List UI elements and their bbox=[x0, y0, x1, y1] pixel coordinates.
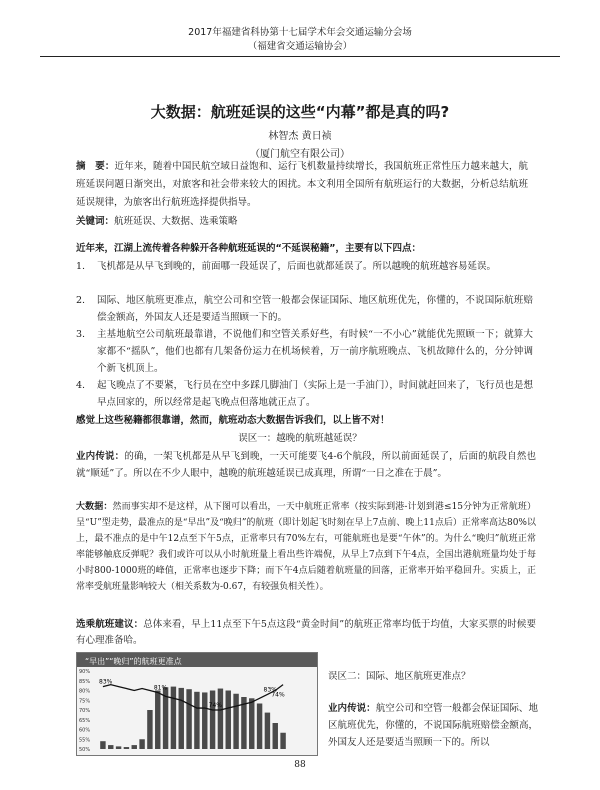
myth1-data-label: 大数据： bbox=[76, 502, 113, 512]
chart-tick-label: 90% bbox=[79, 669, 91, 675]
list-item bbox=[76, 258, 536, 292]
chart-bar bbox=[226, 691, 231, 750]
section-heading-myth1: 误区一：越晚的航班越延误？ bbox=[238, 433, 362, 444]
chart-tick-label: 85% bbox=[79, 678, 91, 685]
list-text: 主基地航空公司航班最靠谱，不说他们和空管关系好些，有时候“一不小心”就能优先照顾一下；就算大家都不“摇队”，他们也都有几架备份运力在机场候着，万一前序航班晚点、飞机故障什么的，分分钟调个新飞机顶上。 bbox=[97, 329, 533, 374]
chart-tick-label: 75% bbox=[79, 698, 91, 705]
chart-bar bbox=[273, 723, 278, 749]
chart-tick-label: 55% bbox=[79, 737, 91, 744]
chart-bar bbox=[265, 713, 270, 749]
chart-tick-label: 50% bbox=[79, 747, 91, 753]
list-item bbox=[76, 292, 536, 326]
chart-bar bbox=[194, 692, 199, 749]
chart-tick-label: 65% bbox=[79, 717, 91, 724]
keywords bbox=[76, 213, 528, 227]
hourly-on-time-chart bbox=[77, 653, 317, 755]
abstract-label: 摘 要： bbox=[76, 161, 115, 172]
chart-bar bbox=[124, 747, 129, 749]
chart-line bbox=[103, 685, 283, 710]
chart-bar bbox=[280, 733, 285, 749]
abstract-text: 近年来，随着中国民航空域日益饱和、运行飞机数量持续增长，我国航班正常性压力越来越大，航班延误问题日渐突出，对旅客和社会带来较大的困扰。本文利用全国所有航班运行的大数据，分析总结航班延误规律，为旅客出行航班选择提供指导。 bbox=[76, 161, 528, 208]
myth2-legend-label: 业内传说： bbox=[328, 703, 376, 714]
chart-data-label: 74% bbox=[208, 702, 223, 709]
list-text: 国际、地区航班更准点，航空公司和空管一般都会保证国际、地区航班优先，你懂的，不说国际航班赔偿金额高，外国友人还是要适当照顾一下的。 bbox=[97, 295, 533, 323]
summary-line: 感觉上这些秘籍都很靠谱，然而，航班动态大数据告诉我们，以上皆不对！ bbox=[76, 415, 390, 426]
chart-data-label: 83% bbox=[99, 678, 113, 686]
intro-paragraph: 近年来，江湖上流传着各种躲开各种航班延误的“不延误秘籍”，主要有以下四点： bbox=[76, 243, 421, 254]
conference-subheader: （福建省交通运输协会） bbox=[247, 41, 353, 52]
chart-frame bbox=[76, 652, 318, 756]
paper-affiliation: （厦门航空有限公司） bbox=[250, 149, 350, 160]
paper-title: 大数据：航班延误的这些“内幕”都是真的吗? bbox=[150, 103, 450, 121]
list-text: 飞机都是从早飞到晚的，前面哪一段延误了，后面也就都延误了。所以越晚的航班越容易延误。 bbox=[97, 261, 497, 272]
myth1-advice-paragraph bbox=[76, 617, 536, 649]
chart-bar bbox=[132, 745, 137, 749]
list-number: 4. bbox=[76, 380, 86, 391]
header-rule bbox=[40, 56, 560, 57]
myth1-data-text: 然而事实却不是这样，从下图可以看出，一天中航班正常率（按实际到港-计划到港≤15分钟为正常航班）呈“U”型走势，最准点的是“早出”及“晚归”的航班（即计划起飞时刻在早上7点前、晚上11点后）正常率高达80%以上，最不准点的是中午12点至下午5点，正常率只有70%左右，可能航班也是要“午休”的。为什么“晚归”航班正常率能够触底反弹呢？我们或许可以从小时航班量上看出些许端倪，从早上7点到下午4点，全国出港航班量均处于每小时800-1000班的峰值，正常率也逐步下降；而下午4点后随着航班量的回落，正常率开始平稳回升。实质上，正常率受航班量影响较大（相关系数为-0.67，有较强负相关性）。 bbox=[76, 502, 536, 592]
chart-data-label: 81% bbox=[153, 684, 168, 692]
myth1-data-paragraph bbox=[76, 499, 536, 595]
myth1-advice-label: 选乘航班建议： bbox=[76, 619, 144, 630]
chart-bar bbox=[218, 689, 223, 749]
list-text: 起飞晚点了不要紧，飞行员在空中多踩几脚油门（实际上是一手油门），时间就赶回来了，飞行员也是想早点回家的，所以经常是起飞晚点但落地就正点了。 bbox=[97, 380, 533, 408]
page-number: 88 bbox=[294, 760, 306, 770]
section-heading-myth2: 误区二：国际、地区航班更准点？ bbox=[328, 671, 471, 682]
chart-bar bbox=[108, 745, 113, 749]
list-item bbox=[76, 326, 536, 377]
chart-bar bbox=[202, 692, 207, 749]
myth1-legend-label: 业内传说： bbox=[76, 451, 125, 462]
chart-bar bbox=[179, 688, 184, 749]
chart-data-label: 83% bbox=[263, 686, 277, 694]
chart-tick-label: 60% bbox=[79, 727, 91, 734]
list-number: 1. bbox=[76, 261, 86, 272]
chart-bar bbox=[249, 698, 254, 749]
chart-bar bbox=[139, 739, 144, 749]
myth1-legend-text: 的确，一架飞机都是从早飞到晚，一天可能要飞4-6个航段，所以前面延误了，后面的航段自然也就“顺延”了。所以在不少人眼中，越晚的航班越延误已成真理，所谓“一日之准在于晨”。 bbox=[76, 451, 536, 479]
list-item bbox=[76, 377, 536, 411]
chart-title: “早出”“晚归”的航班更准点 bbox=[85, 657, 182, 666]
chart-bar bbox=[186, 689, 191, 749]
list-number: 2. bbox=[76, 295, 86, 306]
chart-bar bbox=[147, 710, 152, 749]
chart-tick-label: 80% bbox=[79, 688, 91, 695]
chart-bar bbox=[210, 691, 215, 750]
chart-tick-label: 70% bbox=[79, 708, 91, 714]
keywords-text: 航班延误、大数据、选乘策略 bbox=[114, 216, 238, 227]
chart-data-label: 74% bbox=[271, 691, 285, 699]
chart-bar bbox=[257, 704, 262, 750]
chart-bar bbox=[116, 746, 121, 749]
chart-bar bbox=[100, 741, 105, 749]
myth1-advice-text: 总体来看，早上11点至下午5点这段“黄金时间”的航班正常率均低于均值，大家买票的时候要有心理准备哈。 bbox=[76, 619, 536, 646]
list-number: 3. bbox=[76, 329, 86, 340]
myth2-legend-text: 航空公司和空管一般都会保证国际、地区航班优先，你懂的，不说国际航班赔偿金额高，外国友人还是要适当照顾一下的。所以 bbox=[328, 703, 538, 748]
abstract bbox=[76, 158, 528, 212]
myth1-legend-paragraph bbox=[76, 448, 536, 482]
chart-bar bbox=[171, 687, 176, 749]
conference-header: 2017年福建省科协第十七届学术年会交通运输分会场 bbox=[188, 27, 412, 38]
chart-bar bbox=[155, 691, 160, 750]
myth2-legend-paragraph bbox=[328, 700, 538, 751]
paper-authors: 林智杰 黄日祯 bbox=[268, 131, 332, 142]
keywords-label: 关键词： bbox=[76, 216, 115, 227]
chart-bar bbox=[233, 694, 238, 749]
